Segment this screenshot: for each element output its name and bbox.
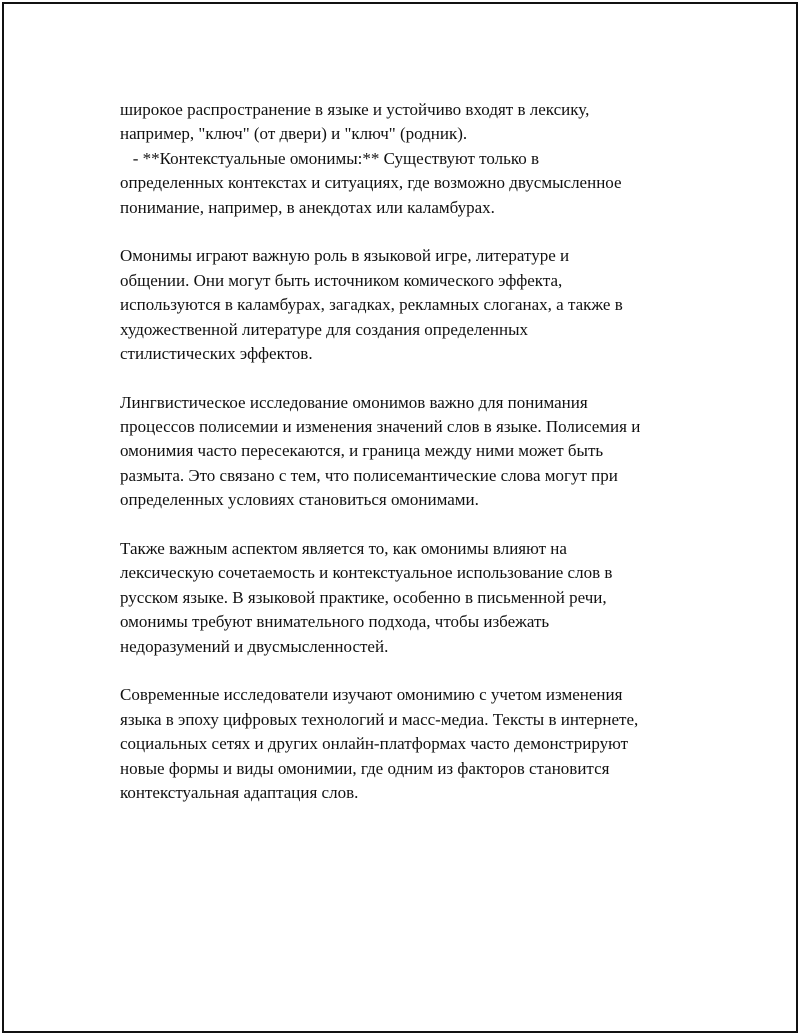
text-line: русском языке. В языковой практике, особенно в письменной речи, xyxy=(120,587,607,607)
text-line: омонимия часто пересекаются, и граница между ними может быть xyxy=(120,441,604,461)
text-line: - **Контекстуальные омонимы:** Существуют только в xyxy=(120,148,540,168)
text-line: социальных сетях и других онлайн-платформах часто демонстрируют xyxy=(120,734,629,754)
paragraph-2 xyxy=(120,244,700,366)
text-line: определенных контекстах и ситуациях, где возможно двусмысленное xyxy=(120,173,622,193)
document-body xyxy=(120,98,700,830)
text-line: Также важным аспектом является то, как омонимы влияют на xyxy=(120,539,567,559)
paragraph-3 xyxy=(120,391,700,513)
text-line: понимание, например, в анекдотах или каламбурах. xyxy=(120,197,495,217)
text-line: например, "ключ" (от двери) и "ключ" (родник). xyxy=(120,124,468,144)
text-line: стилистических эффектов. xyxy=(120,343,313,363)
text-line: контекстуальная адаптация слов. xyxy=(120,782,359,802)
text-line: омонимы требуют внимательного подхода, чтобы избежать xyxy=(120,612,550,632)
text-line: размыта. Это связано с тем, что полисемантические слова могут при xyxy=(120,465,618,485)
text-line: Современные исследователи изучают омонимию с учетом изменения xyxy=(120,685,623,705)
text-line: языка в эпоху цифровых технологий и масс-медиа. Тексты в интернете, xyxy=(120,709,639,729)
paragraph-1 xyxy=(120,98,700,220)
text-line: общении. Они могут быть источником комического эффекта, xyxy=(120,270,563,290)
text-line: лексическую сочетаемость и контекстуальное использование слов в xyxy=(120,563,613,583)
text-line: используются в каламбурах, загадках, рекламных слоганах, а также в xyxy=(120,295,623,315)
text-line: процессов полисемии и изменения значений слов в языке. Полисемия и xyxy=(120,417,641,437)
text-line: художественной литературе для создания определенных xyxy=(120,319,529,339)
text-line: Лингвистическое исследование омонимов важно для понимания xyxy=(120,392,588,412)
text-line: новые формы и виды омонимии, где одним из факторов становится xyxy=(120,758,610,778)
document-page xyxy=(2,2,798,1033)
text-line: недоразумений и двусмысленностей. xyxy=(120,636,389,656)
paragraph-4 xyxy=(120,537,700,659)
text-line: определенных условиях становиться омонимами. xyxy=(120,490,479,510)
paragraph-5 xyxy=(120,683,700,805)
text-line: Омонимы играют важную роль в языковой игре, литературе и xyxy=(120,246,570,266)
text-line: широкое распространение в языке и устойчиво входят в лексику, xyxy=(120,100,590,119)
